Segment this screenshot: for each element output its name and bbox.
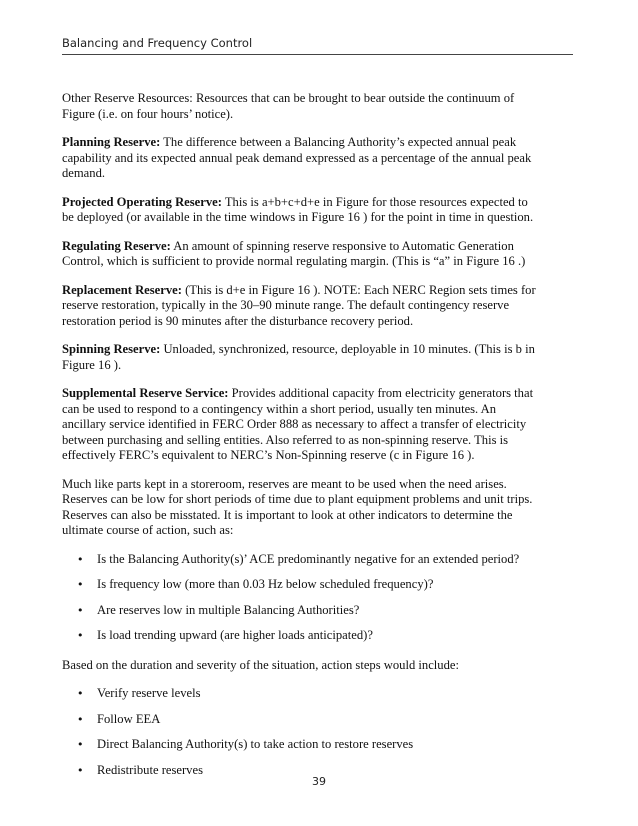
bullet-icon: • (77, 603, 84, 617)
list-item-text: Verify reserve levels (97, 686, 201, 700)
header-rule (62, 54, 573, 55)
paragraph-supplemental-reserve-service (62, 386, 540, 464)
paragraph-other-reserve-resources (62, 91, 540, 122)
definition-text: Unloaded, synchronized, resource, deployable in 10 minutes. (This is b in Figure 16 ). (62, 342, 535, 372)
bullet-icon: • (77, 687, 84, 700)
list-item (62, 686, 540, 702)
list-item-text: Is frequency low (more than 0.03 Hz below scheduled frequency)? (97, 577, 434, 591)
list-item (62, 603, 540, 619)
bullet-icon: • (77, 738, 84, 751)
paragraph-regulating-reserve (62, 239, 540, 270)
list-item (62, 737, 540, 753)
definition-text: An amount of spinning reserve responsive to Automatic Generation Control, which is sufficient to provide normal regulating margin. (This is “a” in Figure 16 .) (62, 238, 526, 268)
definition-text: Provides additional capacity from electricity generators that can be used to respond to a contingency within a short period, usually ten minutes. An ancillary service identified in FERC Order 888 as necessary to affect a transfer of electricity between purchasing and selling entities. Also referred to as non-spinning reserve. This is effectively FERC’s equivalent to NERC’s Non-Spinning reserve (c in Figure 16 ). (62, 386, 534, 462)
term: Planning Reserve: (62, 135, 161, 149)
body-text: Much like parts kept in a storeroom, reserves are meant to be used when the need arises. Reserves can be low for short periods of time due to plant equipment problems and unit trips. Reserves can also be misstated. It is important to look at other indicators to determine the ultimate course of action, such as: (62, 476, 533, 537)
bullet-icon: • (77, 763, 84, 777)
term: Replacement Reserve: (62, 282, 182, 297)
definition-text: (This is d+e in Figure 16 ). NOTE: Each NERC Region sets times for reserve restoration, typically in the 30–90 minute range. The default contingency reserve restoration period is 90 minutes after the disturbance recovery period. (62, 282, 536, 328)
definition-text: This is a+b+c+d+e in Figure for those resources expected to be deployed (or available in the time windows in Figure 16 ) for the point in time in question. (62, 194, 534, 224)
term: Supplemental Reserve Service: (62, 386, 229, 400)
paragraph-planning-reserve (62, 135, 540, 182)
bullet-icon: • (77, 712, 84, 726)
page-body (62, 91, 540, 792)
page-number: 39 (312, 775, 326, 788)
paragraph-replacement-reserve (62, 283, 540, 330)
list-item-text: Are reserves low in multiple Balancing Authorities? (97, 602, 360, 617)
bullet-icon: • (77, 629, 84, 642)
definition-text: The difference between a Balancing Authority’s expected annual peak capability and its expected annual peak demand expressed as a percentage of the annual peak demand. (62, 135, 532, 180)
definition-text: Other Reserve Resources: Resources that can be brought to bear outside the continuum of Figure (i.e. on four hours’ notice). (62, 91, 515, 121)
list-item-text: Direct Balancing Authority(s) to take action to restore reserves (97, 737, 414, 751)
term: Spinning Reserve: (62, 342, 161, 356)
paragraph-projected-operating-reserve (62, 195, 540, 226)
list-item-text: Follow EEA (97, 711, 161, 726)
list-item (62, 712, 540, 728)
paragraph-storeroom-analogy (62, 477, 540, 539)
term: Regulating Reserve: (62, 238, 171, 253)
bullet-icon: • (77, 552, 84, 566)
list-item-text: Is load trending upward (are higher loads anticipated)? (97, 628, 373, 642)
actions-intro: Based on the duration and severity of the situation, action steps would include: (62, 657, 459, 672)
list-item (62, 552, 540, 568)
list-item-text: Redistribute reserves (97, 762, 203, 777)
action-list (62, 686, 540, 778)
list-item (62, 577, 540, 593)
indicator-list (62, 552, 540, 644)
paragraph-spinning-reserve (62, 342, 540, 373)
bullet-icon: • (77, 578, 84, 591)
list-item (62, 628, 540, 644)
term: Projected Operating Reserve: (62, 194, 222, 209)
running-header: Balancing and Frequency Control (62, 36, 253, 50)
list-item-text: Is the Balancing Authority(s)’ ACE predominantly negative for an extended period? (97, 551, 520, 566)
